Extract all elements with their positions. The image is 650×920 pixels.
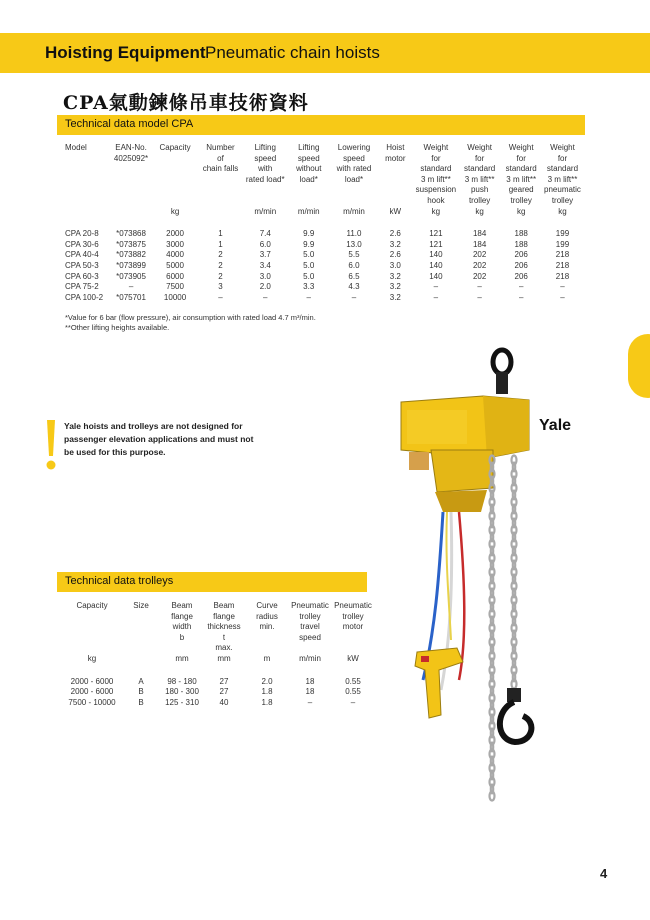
cpa-cell: –: [433, 282, 439, 292]
cpa-cell: of: [217, 153, 224, 163]
cpa-cell: rated load*: [245, 174, 285, 184]
cpa-cell: 218: [555, 260, 570, 270]
cpa-cell: [63, 196, 110, 207]
trolley-cell: 18: [305, 687, 315, 697]
cpa-cell: –: [560, 282, 565, 292]
trolley-cell: [331, 633, 375, 644]
warning-line-2: passenger elevation applications and must not: [64, 434, 254, 444]
cpa-cell: [63, 175, 110, 186]
cpa-cell: –: [263, 292, 268, 302]
cpa-cell: 199: [555, 239, 570, 249]
trolley-cell: trolley: [299, 611, 321, 621]
cpa-separator: [63, 217, 583, 229]
cpa-cell: Lifting: [298, 143, 320, 152]
trolley-cell: 98 - 180: [167, 676, 197, 686]
cpa-cell: [152, 175, 197, 186]
cpa-cell: kg: [170, 206, 180, 216]
cpa-cell: CPA 60-3: [65, 271, 99, 281]
cpa-cell: 9.9: [303, 229, 315, 239]
cpa-cell: 140: [429, 250, 443, 260]
cpa-cell: Weight: [423, 143, 449, 152]
trolley-cell: 125 - 310: [165, 697, 199, 707]
cpa-cell: 218: [555, 250, 570, 260]
trolley-cell: thickness: [207, 622, 241, 632]
cpa-cell: –: [518, 282, 524, 292]
cpa-cell: 202: [472, 260, 487, 270]
trolley-cell: 0.55: [345, 687, 361, 697]
trolley-cell: [121, 643, 161, 654]
trolley-header-row: [63, 622, 375, 633]
cpa-cell: push: [470, 185, 489, 195]
trolley-cell: [121, 654, 161, 665]
cpa-cell: 6.5: [348, 271, 360, 281]
cpa-cell: for: [431, 153, 441, 163]
cpa-cell: 3.3: [303, 282, 315, 292]
cpa-cell: –: [433, 292, 439, 302]
cpa-cell: 6000: [166, 271, 184, 281]
cpa-cell: CPA 30-6: [65, 239, 99, 249]
cpa-cell: [330, 185, 377, 196]
cpa-cell: [378, 185, 413, 196]
cpa-cell: CPA 100-2: [65, 292, 104, 302]
trolley-cell: [245, 633, 289, 644]
cpa-header-row: [63, 154, 583, 165]
cpa-cell: 5.0: [303, 250, 315, 260]
section-bar-trolleys: [57, 572, 367, 592]
cpa-cell: 121: [429, 239, 443, 249]
cpa-cell: kg: [516, 206, 526, 216]
cpa-cell: [152, 196, 197, 207]
trolley-data-table: [63, 601, 375, 708]
cpa-cell: [378, 164, 413, 175]
cpa-cell: 3.0: [259, 271, 271, 281]
cpa-cell: Capacity: [159, 143, 191, 152]
footnote-1: *Value for 6 bar (flow pressure), air consumption with rated load 4.7 m³/min.: [65, 313, 316, 322]
cpa-cell: standard: [464, 164, 496, 174]
cpa-cell: standard: [420, 164, 452, 174]
cpa-cell: kW: [389, 206, 402, 216]
cpa-cell: geared: [508, 185, 534, 195]
trolley-cell: 1.8: [261, 687, 273, 697]
page-title: CPA氣動鍊條吊車技術資料: [63, 92, 309, 114]
cpa-cell: [243, 196, 287, 207]
cpa-table-row: [63, 229, 583, 240]
trolley-cell: trolley: [342, 611, 364, 621]
page-number: 4: [600, 866, 608, 881]
cpa-table-row: [63, 272, 583, 283]
trolley-cell: 0.55: [345, 676, 361, 686]
cpa-cell: [287, 196, 330, 207]
cpa-cell: trolley: [551, 195, 574, 205]
cpa-cell: 206: [514, 271, 528, 281]
cpa-table-row: [63, 282, 583, 293]
cpa-cell: m/min: [254, 206, 277, 216]
cpa-data-table: [63, 143, 583, 303]
trolley-cell: –: [350, 697, 356, 707]
trolley-cell: [63, 643, 121, 654]
cpa-cell: *073905: [116, 271, 146, 281]
cpa-cell: 1: [218, 239, 223, 249]
cpa-cell: [152, 154, 197, 165]
trolley-cell: [63, 622, 121, 633]
trolley-separator: [63, 665, 375, 677]
cpa-cell: 5.0: [303, 271, 315, 281]
trolley-header-row: [63, 601, 375, 612]
trolley-cell: travel: [300, 622, 320, 632]
cpa-cell: 3.2: [389, 282, 401, 292]
cpa-cell: –: [218, 292, 223, 302]
cpa-table-row: [63, 261, 583, 272]
trolley-cell: min.: [259, 622, 275, 632]
trolley-cell: B: [138, 687, 144, 697]
cpa-cell: 2.6: [389, 229, 401, 239]
page-tab-marker: [628, 334, 650, 398]
cpa-cell: 4.3: [348, 282, 360, 292]
trolley-header-row: [63, 633, 375, 644]
cpa-cell: for: [474, 153, 485, 163]
section-bar-cpa: [57, 115, 585, 135]
cpa-cell: chain falls: [202, 164, 239, 174]
cpa-cell: 121: [429, 229, 443, 239]
cpa-cell: 5.0: [303, 260, 315, 270]
cpa-cell: [198, 196, 244, 207]
cpa-cell: [63, 154, 110, 165]
trolley-cell: [289, 643, 331, 654]
cpa-cell: 184: [472, 239, 487, 249]
warning-line-1: Yale hoists and trolleys are not designed for: [64, 421, 243, 431]
cpa-cell: [110, 175, 153, 186]
cpa-cell: *073899: [116, 260, 146, 270]
trolley-cell: A: [138, 676, 144, 686]
cpa-cell: –: [477, 292, 482, 302]
cpa-cell: trolley: [510, 195, 532, 205]
cpa-cell: [63, 207, 110, 218]
trolley-cell: width: [172, 622, 192, 632]
cpa-header-row: [63, 207, 583, 218]
trolley-cell: B: [138, 697, 144, 707]
trolley-cell: m: [263, 653, 271, 663]
cpa-cell: *073875: [116, 239, 146, 249]
trolley-cell: motor: [342, 622, 364, 632]
trolley-cell: radius: [256, 611, 278, 621]
cpa-cell: load*: [344, 174, 364, 184]
cpa-cell: 3.2: [389, 271, 401, 281]
cpa-cell: Weight: [550, 143, 575, 152]
cpa-cell: 202: [472, 250, 487, 260]
cpa-cell: 3.7: [259, 250, 271, 260]
trolley-cell: 2000 - 6000: [70, 687, 114, 697]
cpa-cell: *073882: [116, 250, 146, 260]
cpa-cell: [330, 196, 377, 207]
trolley-cell: Capacity: [76, 601, 108, 610]
footnotes: [65, 313, 316, 333]
cpa-table-row: [63, 240, 583, 251]
cpa-header-row: [63, 185, 583, 196]
cpa-cell: 2: [218, 271, 223, 281]
cpa-cell: –: [306, 292, 311, 302]
cpa-cell: load*: [299, 174, 318, 184]
cpa-cell: 7.4: [259, 229, 271, 239]
trolley-cell: [331, 643, 375, 654]
cpa-cell: 2: [218, 260, 223, 270]
cpa-cell: [63, 185, 110, 196]
cpa-cell: speed: [254, 153, 277, 163]
cpa-cell: 3.2: [389, 239, 401, 249]
cpa-cell: standard: [505, 164, 537, 174]
cpa-cell: EAN-No.: [115, 143, 147, 152]
cpa-cell: Model: [65, 143, 87, 152]
trolley-cell: 1.8: [261, 697, 273, 707]
cpa-cell: *073868: [116, 229, 146, 239]
trolley-cell: kg: [87, 653, 97, 663]
trolley-cell: 27: [219, 676, 229, 686]
cpa-cell: [378, 196, 413, 207]
cpa-cell: 188: [514, 229, 528, 239]
cpa-cell: CPA 40-4: [65, 250, 99, 260]
trolley-cell: mm: [175, 653, 189, 663]
cpa-cell: 2.6: [389, 250, 401, 260]
cpa-cell: [110, 207, 153, 218]
pneumatic-chain-hoist-image: [395, 340, 595, 810]
cpa-cell: Hoist: [386, 143, 405, 152]
cpa-cell: kg: [431, 206, 441, 216]
cpa-cell: 3 m lift**: [547, 174, 578, 184]
cpa-cell: kg: [558, 206, 567, 216]
cpa-cell: suspension: [415, 185, 457, 195]
section-title-cpa: Technical data model CPA: [65, 118, 194, 130]
cpa-cell: 140: [429, 271, 443, 281]
trolley-cell: Beam: [213, 601, 235, 610]
cpa-cell: 3.2: [389, 292, 401, 302]
cpa-cell: 202: [472, 271, 487, 281]
cpa-cell: Lowering: [337, 143, 371, 152]
cpa-cell: 3 m lift**: [506, 174, 537, 184]
cpa-cell: CPA 75-2: [65, 282, 99, 292]
cpa-cell: for: [516, 153, 526, 163]
trolley-cell: 7500 - 10000: [68, 697, 116, 707]
cpa-cell: pneumatic: [544, 185, 581, 195]
cpa-cell: 3000: [166, 239, 184, 249]
header-title: Hoisting Equipment: [45, 43, 206, 62]
cpa-cell: –: [560, 292, 565, 302]
cpa-cell: standard: [546, 164, 579, 174]
cpa-cell: Lifting: [254, 143, 276, 152]
trolley-table-row: [63, 687, 375, 698]
cpa-cell: 5.5: [348, 250, 360, 260]
trolley-cell: 180 - 300: [165, 687, 199, 697]
trolley-cell: kW: [347, 653, 359, 663]
trolley-cell: 40: [219, 697, 229, 707]
cpa-cell: 7500: [166, 282, 184, 292]
cpa-cell: [378, 175, 413, 186]
cpa-cell: 13.0: [346, 239, 362, 249]
cpa-cell: [243, 185, 287, 196]
cpa-cell: 188: [514, 239, 528, 249]
cpa-cell: –: [477, 282, 482, 292]
cpa-cell: –: [128, 282, 134, 292]
cpa-cell: *075701: [116, 292, 146, 302]
cpa-cell: without: [296, 164, 322, 174]
trolley-cell: 2000 - 6000: [70, 676, 114, 686]
cpa-cell: [110, 164, 153, 175]
trolley-cell: [121, 633, 161, 644]
cpa-cell: hook: [427, 195, 445, 205]
cpa-cell: 3 m lift**: [464, 174, 495, 184]
cpa-header-row: [63, 164, 583, 175]
warning-text: [64, 420, 253, 459]
trolley-cell: [121, 612, 161, 623]
cpa-table-row: [63, 250, 583, 261]
cpa-cell: [152, 164, 197, 175]
cpa-cell: for: [557, 153, 568, 163]
cpa-table-row: [63, 293, 583, 304]
header-subtitle: Pneumatic chain hoists: [205, 43, 380, 62]
trolley-cell: b: [179, 632, 185, 642]
cpa-cell: 2.0: [259, 282, 271, 292]
cpa-cell: 206: [514, 260, 528, 270]
cpa-cell: 4025092*: [113, 153, 149, 163]
cpa-cell: Number: [206, 143, 235, 152]
cpa-cell: [198, 185, 244, 196]
cpa-cell: [198, 207, 244, 218]
trolley-header-row: [63, 654, 375, 665]
cpa-cell: speed: [297, 153, 320, 163]
cpa-cell: [152, 185, 197, 196]
cpa-cell: [110, 196, 153, 207]
trolley-cell: max.: [215, 643, 233, 653]
cpa-cell: Weight: [467, 143, 492, 152]
cpa-cell: CPA 20-8: [65, 229, 99, 239]
trolley-cell: [63, 612, 121, 623]
cpa-header-row: [63, 196, 583, 207]
trolley-cell: 2.0: [261, 676, 273, 686]
trolley-cell: Pneumatic: [291, 601, 329, 610]
cpa-cell: kg: [475, 206, 484, 216]
footnote-2: **Other lifting heights available.: [65, 323, 170, 332]
cpa-cell: m/min: [343, 206, 365, 216]
cpa-cell: 3: [218, 282, 223, 292]
cpa-cell: 2000: [166, 229, 184, 239]
cpa-cell: Weight: [508, 143, 534, 152]
cpa-cell: [287, 185, 330, 196]
cpa-cell: with: [258, 164, 273, 174]
trolley-cell: Beam: [171, 601, 193, 610]
warning-line-3: be used for this purpose.: [64, 447, 166, 457]
cpa-cell: with rated: [336, 164, 372, 174]
trolley-cell: 18: [305, 676, 315, 686]
cpa-cell: 3 m lift**: [421, 174, 451, 184]
cpa-cell: 2: [218, 250, 223, 260]
trolley-cell: m/min: [299, 653, 321, 663]
cpa-cell: 9.9: [303, 239, 315, 249]
trolley-table-row: [63, 698, 375, 709]
trolley-cell: flange: [213, 611, 235, 621]
cpa-cell: 10000: [163, 292, 187, 302]
trolley-cell: [121, 622, 161, 633]
trolley-cell: flange: [171, 611, 193, 621]
cpa-cell: [63, 164, 110, 175]
cpa-cell: CPA 50-3: [65, 260, 99, 270]
section-title-trolleys: Technical data trolleys: [65, 575, 174, 587]
cpa-cell: 199: [555, 229, 570, 239]
cpa-cell: 6.0: [348, 260, 360, 270]
cpa-cell: 11.0: [346, 229, 362, 239]
hoist-brand-label: Yale: [539, 417, 572, 434]
trolley-cell: [63, 633, 121, 644]
trolley-table-row: [63, 677, 375, 688]
cpa-cell: 140: [429, 260, 443, 270]
trolley-cell: –: [307, 697, 313, 707]
exclamation-warning-icon: [44, 418, 58, 472]
trolley-cell: mm: [217, 653, 231, 663]
cpa-cell: trolley: [468, 195, 491, 205]
cpa-cell: 3.4: [259, 260, 271, 270]
trolley-cell: [245, 643, 289, 654]
trolley-cell: [161, 643, 203, 654]
cpa-cell: [110, 185, 153, 196]
trolley-cell: t: [222, 632, 226, 642]
trolley-header-row: [63, 612, 375, 623]
cpa-cell: 206: [514, 250, 528, 260]
cpa-cell: 218: [555, 271, 570, 281]
trolley-cell: speed: [299, 632, 321, 642]
cpa-cell: 1: [218, 229, 223, 239]
cpa-cell: 6.0: [259, 239, 271, 249]
trolley-cell: Pneumatic: [334, 601, 372, 610]
trolley-cell: Size: [133, 601, 149, 610]
cpa-cell: –: [518, 292, 524, 302]
cpa-header-row: [63, 143, 583, 154]
cpa-cell: 4000: [166, 250, 184, 260]
trolley-cell: 27: [219, 687, 229, 697]
cpa-cell: speed: [343, 153, 365, 163]
cpa-header-row: [63, 175, 583, 186]
cpa-cell: [198, 175, 244, 186]
cpa-cell: 5000: [166, 260, 184, 270]
cpa-cell: motor: [385, 153, 406, 163]
trolley-header-row: [63, 643, 375, 654]
cpa-cell: 184: [472, 229, 487, 239]
cpa-cell: 3.0: [389, 260, 401, 270]
trolley-cell: Curve: [256, 601, 278, 610]
cpa-cell: –: [351, 292, 357, 302]
cpa-cell: m/min: [297, 206, 320, 216]
